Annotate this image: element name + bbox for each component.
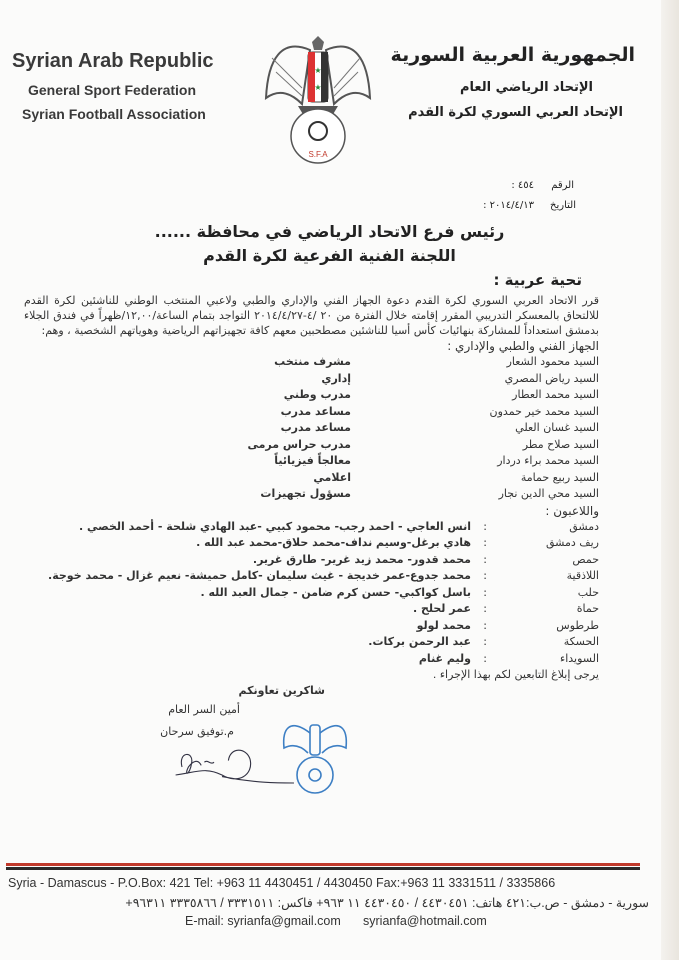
player-city: الحسكة: [563, 635, 599, 648]
player-row: [24, 601, 599, 618]
header-ar-line3: الإتحاد العربي السوري لكرة القدم: [408, 105, 623, 120]
player-city: حماة: [576, 602, 599, 615]
player-city: حمص: [572, 552, 599, 566]
footer-email-gmail[interactable]: E-mail: syrianfa@gmail.com: [185, 914, 341, 928]
players-heading: واللاعبون :: [545, 503, 599, 518]
staff-row: [24, 437, 599, 454]
addressee-line1: رئيس فرع الاتحاد الرياضي في محافظة ......: [154, 222, 505, 241]
staff-row: [24, 404, 599, 421]
staff-name: السيد محمود الشعار: [506, 355, 599, 368]
header-en-line2: General Sport Federation: [28, 82, 197, 98]
header-en-title: Syrian Arab Republic: [12, 50, 214, 72]
player-row: [24, 519, 599, 536]
svg-text:★: ★: [314, 83, 322, 92]
player-names: انس العاجي - احمد رجب- محمود كبيي -عبد الهادي شلحة - أحمد الخصي .: [79, 519, 471, 533]
staff-role: مشرف منتخب: [274, 355, 351, 368]
thanks: شاكرين تعاونكم: [238, 684, 325, 697]
player-colon: :: [483, 602, 487, 615]
signature-block: [24, 699, 599, 799]
staff-row: [24, 486, 599, 503]
staff-name: السيد صلاح مطر: [522, 437, 599, 451]
handwritten-signature: [150, 743, 390, 799]
player-colon: :: [483, 585, 487, 599]
player-names: محمد لولو: [416, 618, 471, 632]
player-names: هادي برغل-وسيم نداف-محمد حلاق-محمد عبد الله .: [196, 536, 471, 549]
official-stamp: [280, 713, 350, 799]
header-ar-title: الجمهورية العربية السورية: [390, 44, 635, 66]
player-city: السويداء: [560, 651, 599, 665]
footer-rule-red: [6, 863, 640, 866]
player-row: [24, 651, 599, 668]
staff-name: السيد محمد براء دردار: [497, 454, 599, 467]
eagle-emblem-logo: [262, 28, 374, 168]
signatory-name: م.توفيق سرحان: [160, 725, 234, 738]
player-city: اللاذقية: [566, 569, 599, 582]
player-colon: :: [483, 651, 487, 665]
player-city: طرطوس: [556, 618, 599, 632]
staff-name: السيد محمد خير حمدون: [489, 404, 599, 418]
player-city: حلب: [577, 585, 599, 599]
players-list: [24, 519, 599, 668]
player-row: [24, 618, 599, 635]
player-names: باسل كواكبي- حسن كرم ضامن - جمال العبد الله .: [200, 585, 471, 599]
header-en-line3: Syrian Football Association: [22, 106, 206, 122]
player-row: [24, 552, 599, 569]
staff-name: السيد غسان العلي: [515, 421, 599, 434]
player-row: [24, 634, 599, 651]
staff-row: [24, 387, 599, 404]
staff-role: اعلامي: [313, 470, 351, 484]
player-names: عمر لحلح .: [412, 602, 471, 615]
player-colon: :: [483, 552, 487, 566]
player-colon: :: [483, 536, 487, 549]
player-names: محمد جدوع-عمر خديجة - غيث سليمان -كامل حميشة- نعيم غزال - محمد خوجة.: [48, 569, 471, 582]
footer-email-hotmail[interactable]: syrianfa@hotmail.com: [363, 914, 487, 928]
player-row: [24, 568, 599, 585]
staff-name: السيد محمد العطار: [512, 388, 599, 401]
header-ar-line2: الإتحاد الرياضي العام: [460, 80, 593, 95]
player-row: [24, 585, 599, 602]
letter-body: [24, 293, 599, 799]
staff-row: [24, 420, 599, 437]
page-edge: [661, 0, 679, 960]
body-paragraph: قرر الاتحاد العربي السوري لكرة القدم دعوة الجهاز الفني والإداري والطبي ولاعبي المنتخب الوطني للناشئين لكرة القدم للالتحاق بالمعسكر التدريبي المقرر إقامته خلال الفترة من ٢٠ /٤-٢٠١٤/٤/٢٧ التواجد بتمام الساعة/١٢,٠٠/ظهراً في فندق الجلاء بدمشق استعداداً للمشاركة بنهائيات كأس أسيا للناشئين مصطحبين معهم كافة تجهيزاتهم الرياضية وهوياتهم الشخصية ، وهم:: [24, 294, 599, 337]
signatory-title: أمين السر العام: [168, 703, 240, 716]
footer-rule-black: [6, 867, 640, 870]
staff-role: إداري: [321, 371, 351, 385]
player-names: عبد الرحمن بركات.: [368, 635, 471, 648]
player-colon: :: [483, 519, 487, 533]
staff-role: معالجاً فيزيائياً: [274, 454, 351, 467]
staff-role: مدرب حراس مرمى: [247, 437, 351, 451]
player-colon: :: [483, 618, 487, 632]
footer-en-address: Syria - Damascus - P.O.Box: 421 Tel: +963 11 4430451 / 4430450 Fax:+963 11 3331511 / 3335866: [8, 876, 556, 890]
date-value: ٢٠١٤/٤/١٣ :: [483, 200, 534, 211]
closing-request: يرجى إبلاغ التابعين لكم بهذا الإجراء .: [432, 668, 599, 681]
logo-text: S.F.A: [308, 150, 328, 159]
number-value: ٤٥٤ :: [511, 180, 534, 191]
staff-name: السيد محي الدين نجار: [498, 487, 599, 500]
staff-name: السيد ربيع حمامة: [520, 470, 599, 484]
player-names: وليم غنام: [418, 651, 471, 665]
number-label: الرقم: [551, 180, 574, 191]
staff-row: [24, 371, 599, 388]
staff-row: [24, 354, 599, 371]
greeting: تحية عربية :: [493, 271, 582, 289]
staff-name: السيد رياض المصري: [504, 371, 599, 385]
date-label: التاريخ: [550, 200, 576, 211]
staff-role: مسؤول تجهيزات: [260, 487, 351, 500]
player-colon: :: [483, 635, 487, 648]
player-colon: :: [483, 569, 487, 582]
player-names: محمد قدور- محمد زيد غرير- طارق غرير.: [252, 552, 471, 566]
staff-row: [24, 453, 599, 470]
staff-list: [24, 354, 599, 503]
player-row: [24, 535, 599, 552]
addressee-line2: اللجنة الفنية الفرعية لكرة القدم: [203, 246, 456, 265]
staff-role: مساعد مدرب: [280, 421, 351, 434]
staff-row: [24, 470, 599, 487]
player-city: دمشق: [569, 519, 599, 533]
staff-role: مدرب وطني: [283, 388, 351, 401]
svg-text:★: ★: [314, 66, 322, 75]
staff-role: مساعد مدرب: [280, 404, 351, 418]
player-city: ريف دمشق: [545, 536, 599, 549]
footer-ar-address: سورية - دمشق - ص.ب:٤٢١ هاتف: ٤٤٣٠٤٥١ / ٤٤٣٠٤٥٠ ١١ ٩٦٣+ فاكس: ٣٣٣١٥١١ / ٣٣٣٥٨٦٦ ٩٦٣١١+: [125, 896, 649, 910]
staff-heading: الجهاز الفني والطبي والإداري :: [447, 339, 599, 353]
